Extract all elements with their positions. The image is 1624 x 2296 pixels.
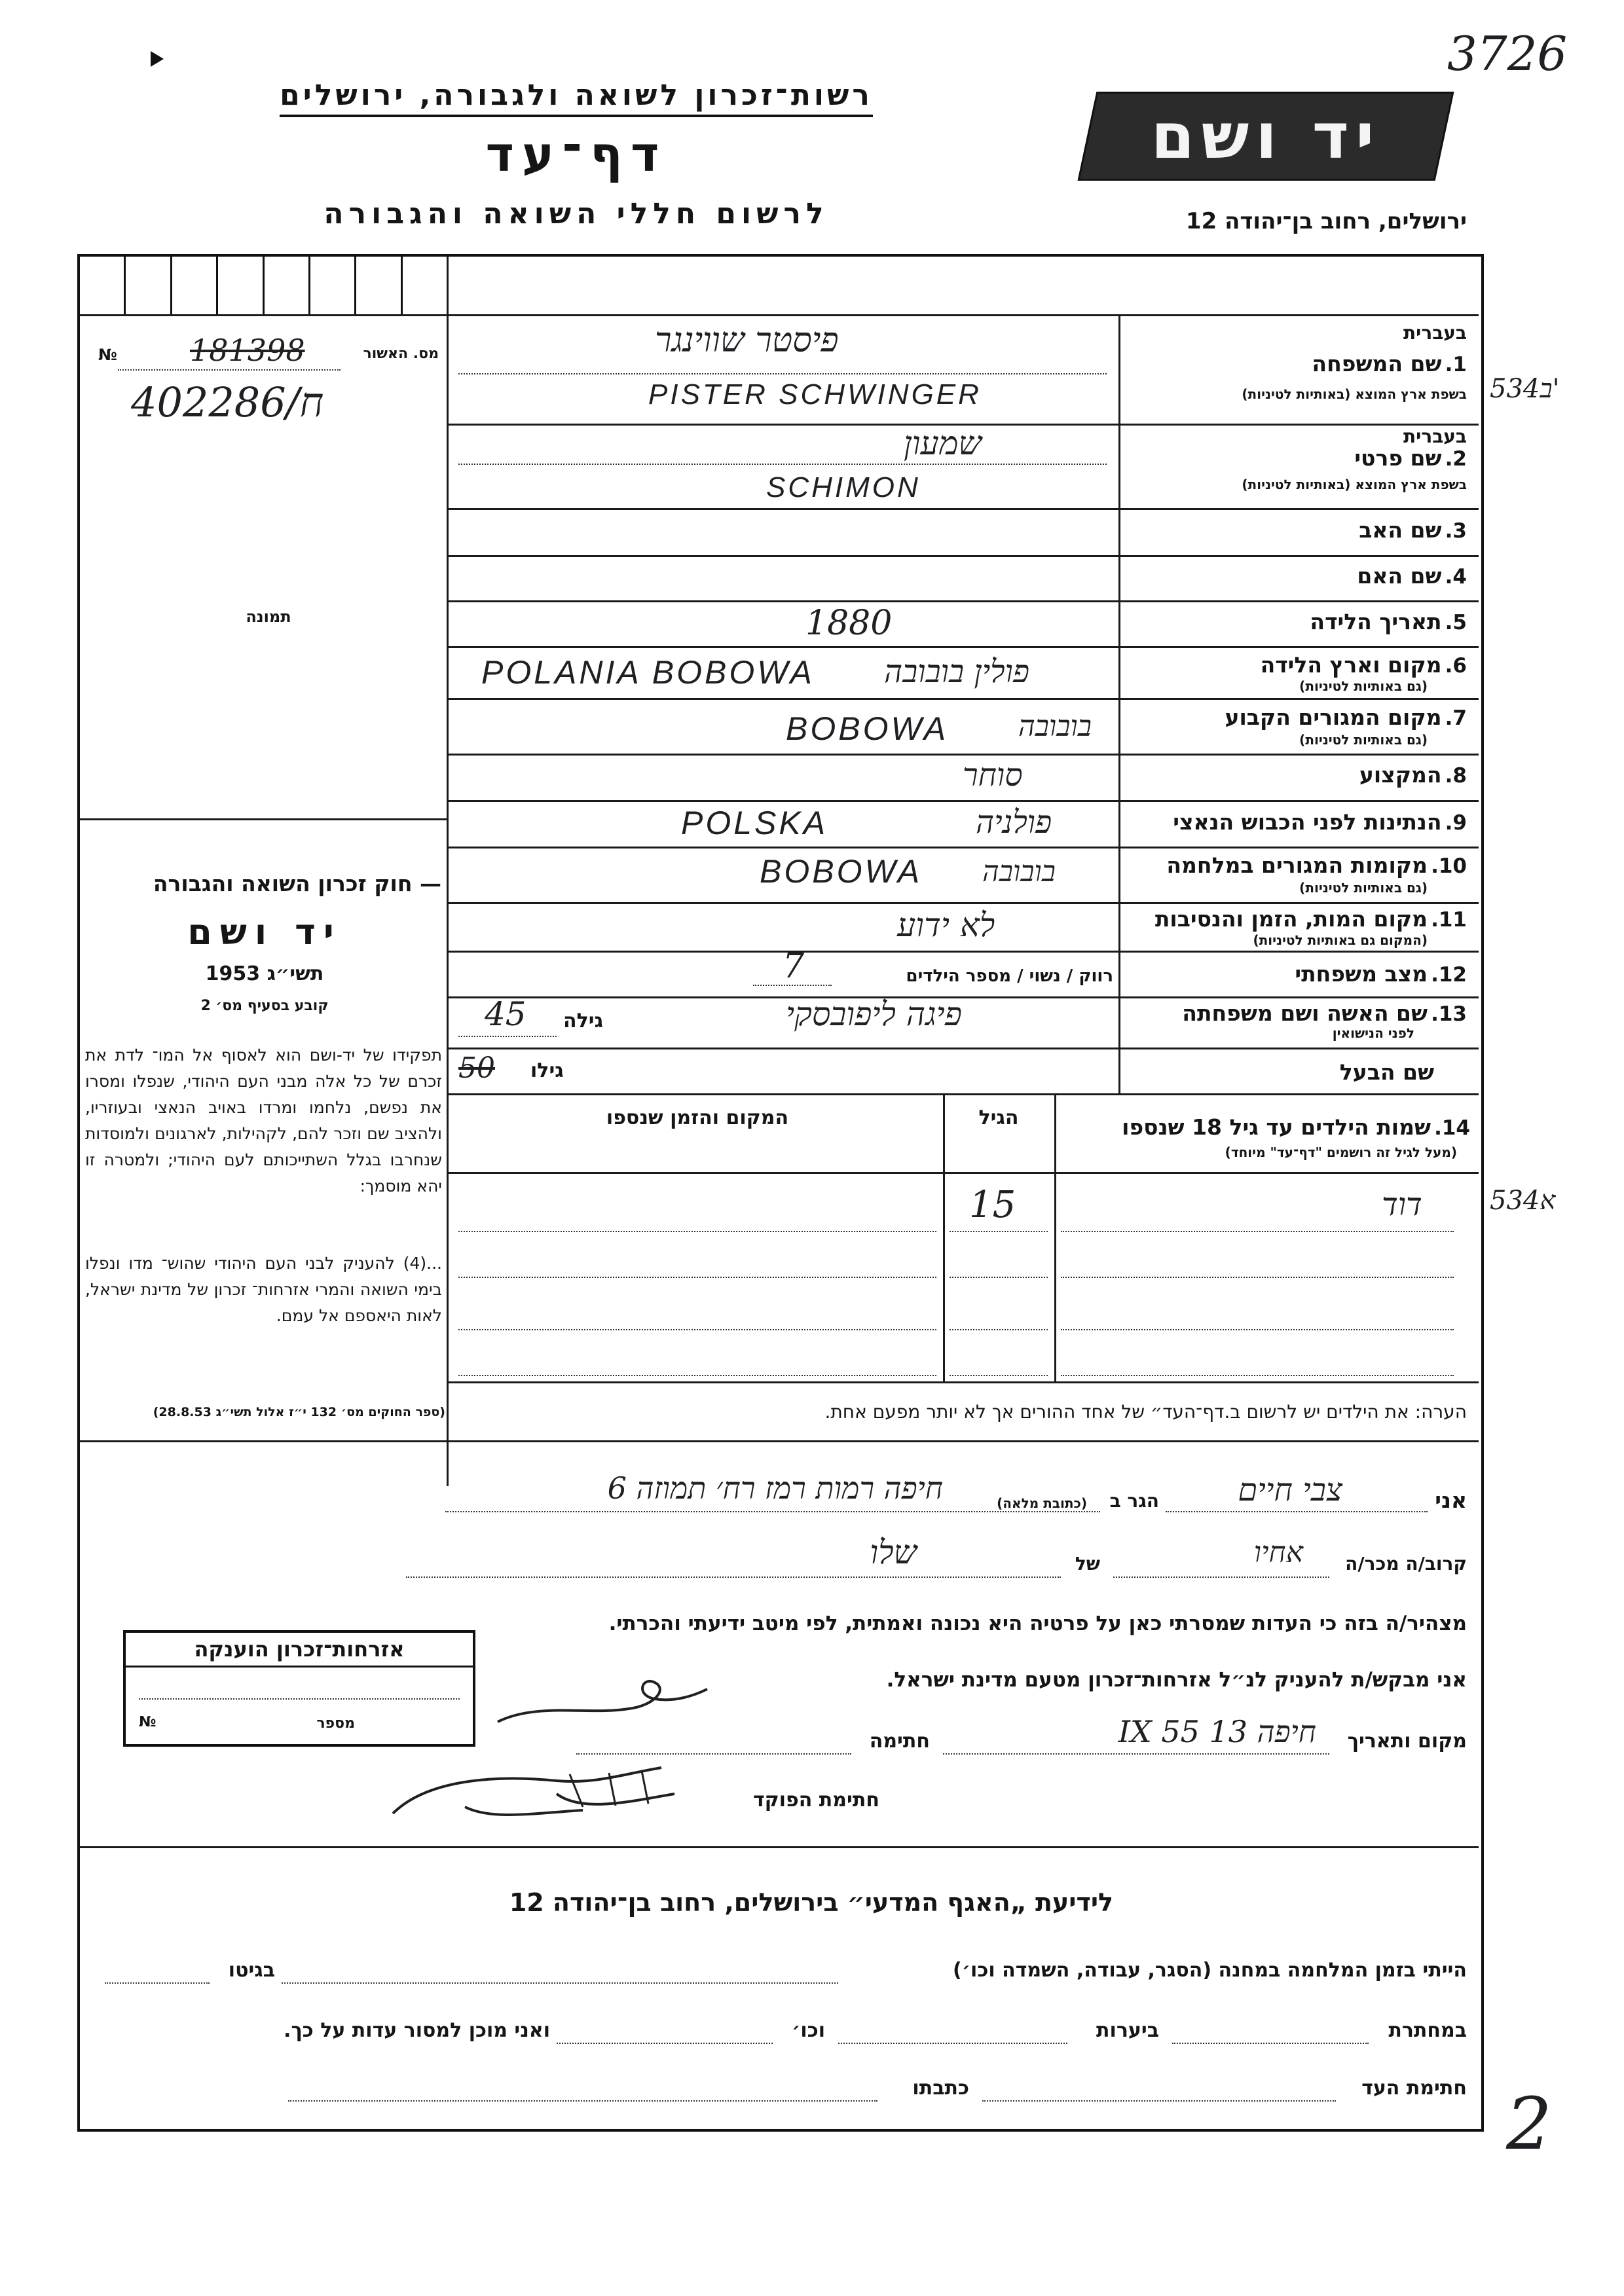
field-1-value-latin: PISTER SCHWINGER (648, 378, 982, 410)
of-value: שלו (870, 1533, 917, 1571)
approval-no-label: № (98, 346, 117, 364)
field-10-label: 10. מקומות המגורים במלחמה (1166, 852, 1467, 878)
field-11-label: 11. מקום המות, הזמן והנסיבות (1154, 906, 1467, 932)
field-5-label: 5. תאריך הלידה (1310, 609, 1467, 634)
field-7-value-he: בובובה (1018, 710, 1092, 743)
relation: אחיו (1253, 1536, 1303, 1569)
law-heading: — חוק זכרון השואה והגבורה (153, 871, 441, 896)
row-sep-7 (447, 754, 1479, 756)
logo-text: יד ושם (1151, 100, 1381, 173)
field-6-value-latin: POLANIA BOBOWA (481, 654, 815, 691)
row-sep-8 (447, 800, 1479, 802)
footer-line-2-end: ואני מוכן למסור עדות על כך. (284, 2019, 550, 2042)
residing-label: הגר ב (1109, 1490, 1159, 1512)
footer-line-3-a: חתימת העד (1361, 2077, 1467, 2100)
footer-line-3 (92, 2071, 1467, 2111)
field-husband-age: 50 (458, 1051, 495, 1085)
row-sep-9 (447, 847, 1479, 848)
note-text: הערה: את הילדים יש לרשום ב.דף־העד״ של אחד ההורים אך לא יותר מפעם אחת. (824, 1401, 1467, 1423)
row-sep-14 (447, 1093, 1479, 1095)
photo-label: תמונה (246, 608, 291, 626)
field-6-hint: (גם באותיות לטיניות) (1299, 678, 1428, 694)
field-7-label: 7. מקום המגורים הקבוע (1225, 704, 1467, 730)
children-end-line (447, 1381, 1479, 1383)
approval-label: מס. האשור (363, 346, 439, 362)
field-12-value: 7 (783, 947, 805, 986)
form-purpose: לרשום חללי השואה והגבורה (323, 197, 829, 230)
footer-line-1-label: הייתי בזמן המלחמה במחנה (הסגר, עבודה, השמדה וכו׳) (953, 1959, 1467, 1982)
row-sep-13 (447, 1048, 1479, 1049)
footer-line-2-c: וכו׳ (792, 2019, 825, 2042)
field-2-value-he: שמעון (904, 424, 982, 462)
label-column-divider (1118, 314, 1120, 1093)
child-1-age: 15 (969, 1184, 1016, 1226)
yad-vashem-logo (1078, 92, 1454, 181)
row-sep-12 (447, 996, 1479, 998)
field-9-label: 9. הנתינות לפני הכבוש הנאצי (1173, 809, 1467, 835)
field-1-value-he: פיסטר שווינגר (655, 321, 839, 360)
place-date-label: מקום ותאריך (1347, 1730, 1467, 1753)
field-11-hint: (המקום גם באותיות לטיניות) (1253, 932, 1428, 948)
verifier-label: חתימת הפוקד (753, 1789, 879, 1812)
page-number: 3726 (1447, 26, 1568, 81)
field-10-value-he: בובובה (982, 855, 1056, 888)
law-year: תשי״ג 1953 (205, 962, 324, 985)
signature-label: חתימה (869, 1730, 930, 1753)
children-col-2 (1054, 1093, 1056, 1381)
field-1-margin-note: 534ב' (1490, 374, 1560, 404)
field-2-hint-top: בעברית (1403, 426, 1467, 447)
law-reference: (ספר החוקים מס׳ 132 י״ז אלול תשי״ג 28.8.53) (153, 1405, 445, 1419)
authority-name: רשות־זכרון לשואה ולגבורה, ירושלים (280, 79, 873, 117)
declaration-statement: מצהיר/ה בזה כי העדות שמסרתי כאן על פרטיה היא נכונה ואמתית, לפי מיטב ידיעתי והכרתי. (608, 1612, 1467, 1635)
children-col-age: הגיל (978, 1106, 1019, 1129)
field-1-label: 1. שם המשפחה (1312, 351, 1467, 376)
row-sep-2 (447, 508, 1479, 510)
footer-line-2-a: במחתרת (1388, 2019, 1467, 2042)
witness-signature (458, 1676, 720, 1748)
row-sep-11 (447, 951, 1479, 953)
field-7-value-latin: BOBOWA (786, 710, 949, 747)
declaration-request: אני מבקש/ת להעניק לנ״ל אזרחות־זכרון מטעם מדינת ישראל. (886, 1668, 1467, 1692)
field-2-hint: בשפת ארץ המוצא (באותיות לטיניות) (1242, 477, 1467, 492)
address-hint: (כתובת מלאה) (997, 1495, 1087, 1511)
field-2-value-latin: SCHIMON (766, 471, 921, 503)
field-9-value-latin: POLSKA (681, 805, 828, 841)
header-left (196, 79, 956, 230)
field-7-hint: (גם באותיות לטיניות) (1299, 732, 1428, 748)
field-8-value: סוחר (963, 757, 1023, 793)
field-1-hint-top: בעברית (1403, 322, 1467, 344)
citizenship-box (123, 1630, 475, 1747)
footer-line-2-b: ביערות (1096, 2019, 1159, 2042)
child-1-margin-note: 534א (1490, 1186, 1556, 1216)
field-13-age-label: גילה (563, 1010, 603, 1032)
field-13-age: 45 (485, 995, 526, 1033)
verifier-signature (386, 1755, 753, 1833)
children-col-1 (943, 1093, 945, 1381)
field-13-hint: לפני הנישואין (1332, 1025, 1414, 1041)
citizenship-number-label: מספר (316, 1715, 355, 1732)
approval-number-crossed: 181398 (190, 333, 305, 368)
field-5-value: 1880 (805, 604, 893, 643)
of-label: של (1075, 1553, 1100, 1575)
field-9-value-he: פולניה (976, 804, 1052, 841)
footer-divider (80, 1846, 1479, 1848)
citizenship-title: אזרחות־זכרון הוענקה (126, 1633, 473, 1667)
place-date: חיפה 13 IX 55 (1118, 1714, 1316, 1749)
law-section: קובע בסעיף מס׳ 2 (200, 998, 329, 1014)
photo-area-line (80, 818, 447, 820)
field-2-label: 2. שם פרטי (1354, 445, 1467, 471)
field-4-label: 4. שם האם (1357, 563, 1467, 589)
footer-line-1-end: בגיטו (228, 1959, 275, 1982)
field-12-label: 12. מצב משפחתי (1295, 961, 1467, 987)
field-husband-age-label: גילו (530, 1059, 564, 1082)
footer-line-2 (92, 2014, 1467, 2053)
approval-number: 402286/ח (131, 378, 324, 426)
field-12-inline-label: רווק / נשוי / מספר הילדים (906, 966, 1113, 986)
approval-row (92, 333, 439, 373)
row-sep-3 (447, 555, 1479, 557)
row-sep-6 (447, 698, 1479, 700)
i-label: אני (1435, 1487, 1467, 1513)
address: חיפה רמות רמז רח׳ תמוזה 6 (607, 1470, 943, 1506)
note-end-line (80, 1440, 1479, 1442)
field-6-label: 6. מקום וארץ הלידה (1260, 652, 1467, 678)
field-8-label: 8. המקצוע (1359, 762, 1467, 788)
footer-line-3-b: כתבתו (912, 2077, 969, 2100)
field-1-hint: בשפת ארץ המוצא (באותיות לטיניות) (1242, 386, 1467, 402)
law-name: יד ושם (187, 911, 342, 953)
corner-number: 2 (1506, 2082, 1552, 2166)
field-10-value-latin: BOBOWA (760, 853, 923, 890)
children-col-place: המקום והזמן שנספו (606, 1106, 789, 1129)
field-13-value: פיגה ליפובסקי (786, 995, 962, 1033)
scan-mark-icon (151, 51, 164, 67)
field-6-value-he: פולין בובובה (884, 653, 1030, 690)
law-text-2: ...(4) להעניק לבני העם היהודי שהוש־ מדו ונפלו בימי השואה והמרי אזרחות־ זכרון של מדינת ישראל, לאות היאספם אל עמם. (85, 1254, 442, 1325)
form-title: דף־עד (485, 126, 667, 183)
children-subtitle: (מעל לגיל זה רושמים "דף־עד" מיוחד) (1225, 1144, 1457, 1160)
field-3-label: 3. שם האב (1359, 517, 1467, 543)
row-sep-10 (447, 902, 1479, 904)
yad-vashem-address: ירושלים, רחוב בן־יהודה 12 (1185, 208, 1467, 234)
children-header-line (447, 1172, 1479, 1174)
citizenship-number-sign: № (139, 1714, 157, 1730)
footer-line-1 (92, 1954, 1467, 1993)
top-strip-line (80, 314, 1479, 316)
field-10-hint: (גם באותיות לטיניות) (1299, 880, 1428, 896)
relation-label: קרוב/ה מכר/ה (1345, 1553, 1467, 1575)
row-sep-5 (447, 646, 1479, 648)
declaration-line-2 (92, 1533, 1467, 1584)
children-title: 14. שמות הילדים עד גיל 18 שנספו (1122, 1114, 1470, 1140)
witness-name: צבי חיים (1238, 1472, 1342, 1508)
law-text-1: תפקידו של יד-ושם הוא לאסוף אל המו־ לדת את זכרם של כל אלה מבני העם היהודי, שנפלו ומסרו את נפשם, נלחמו ומרדו באויב הנאצי ובעוזריו, ולהציב שם וזכר להם, לקהילות, לארגונים ולמוסדות שנחרבו בגלל השתייכותם לעם היהודי; ולמטרה זו יהא מוסמך: (85, 1046, 442, 1195)
declaration-line-1 (92, 1470, 1467, 1519)
field-husband-label: שם הבעל (1339, 1059, 1434, 1085)
left-panel-divider (447, 257, 449, 1486)
row-sep-4 (447, 600, 1479, 602)
field-13-label: 13. שם האשה ושם משפחתה (1182, 1000, 1467, 1026)
footer-title: לידיעת „האגף המדעי״ בירושלים, רחוב בן־יהודה 12 (509, 1888, 1113, 1917)
top-boxes (80, 257, 447, 314)
field-11-value: לא ידוע (897, 906, 995, 944)
child-1-name: דוד (1382, 1186, 1422, 1223)
